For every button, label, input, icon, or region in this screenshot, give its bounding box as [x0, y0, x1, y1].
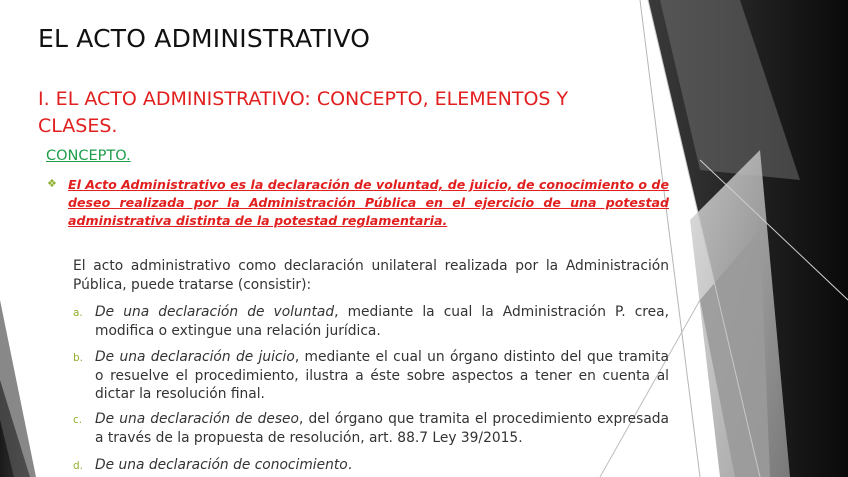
- section-subtitle: I. EL ACTO ADMINISTRATIVO: CONCEPTO, ELEMENTOS Y CLASES.: [38, 88, 569, 137]
- intro-paragraph: El acto administrativo como declaración unilateral realizada por la Administración Pública, puede tratarse (consistir):: [73, 258, 669, 293]
- list-item-rest: , del órgano que tramita el procedimiento expresada a través de la propuesta de resolución, art. 88.7 Ley 39/2015.: [95, 411, 670, 446]
- list-item-b: [73, 348, 669, 404]
- list-marker: b.: [73, 352, 84, 364]
- definition-text: El Acto Administrativo es la declaración de voluntad, de juicio, de conocimiento o de deseo realizada por la Administración Pública en el ejercicio de una potestad administrativa distinta de la potestad reglamentaria.: [68, 177, 669, 229]
- list-marker: c.: [73, 414, 83, 426]
- diamond-bullet-icon: ❖: [47, 177, 57, 190]
- list-marker: a.: [73, 307, 83, 319]
- list-item-rest: .: [347, 457, 353, 473]
- list-item-c: [73, 410, 669, 447]
- list-item-emphasis: De una declaración de deseo: [95, 411, 299, 427]
- slide-title: EL ACTO ADMINISTRATIVO: [38, 24, 371, 53]
- concept-heading: CONCEPTO.: [46, 148, 131, 164]
- list-item-text: [95, 456, 669, 475]
- list-item-rest: , mediante la cual la Administración P. crea, modifica o extingue una relación jurídica.: [95, 304, 669, 339]
- list-item-text: [95, 348, 669, 404]
- list-item-text: [95, 410, 669, 447]
- list-item-a: [73, 303, 669, 340]
- list-marker: d.: [73, 460, 84, 472]
- list-item-d: [73, 456, 669, 475]
- list-item-emphasis: De una declaración de conocimiento: [95, 457, 348, 473]
- list-item-rest: , mediante el cual un órgano distinto del que tramita o resuelve el procedimiento, ilustra a éste sobre aspectos a tener en cuenta al dictar la resolución final.: [95, 349, 669, 402]
- list-item-emphasis: De una declaración de juicio: [95, 349, 295, 365]
- list-item-text: [95, 303, 669, 340]
- list-item-emphasis: De una declaración de voluntad: [95, 304, 335, 320]
